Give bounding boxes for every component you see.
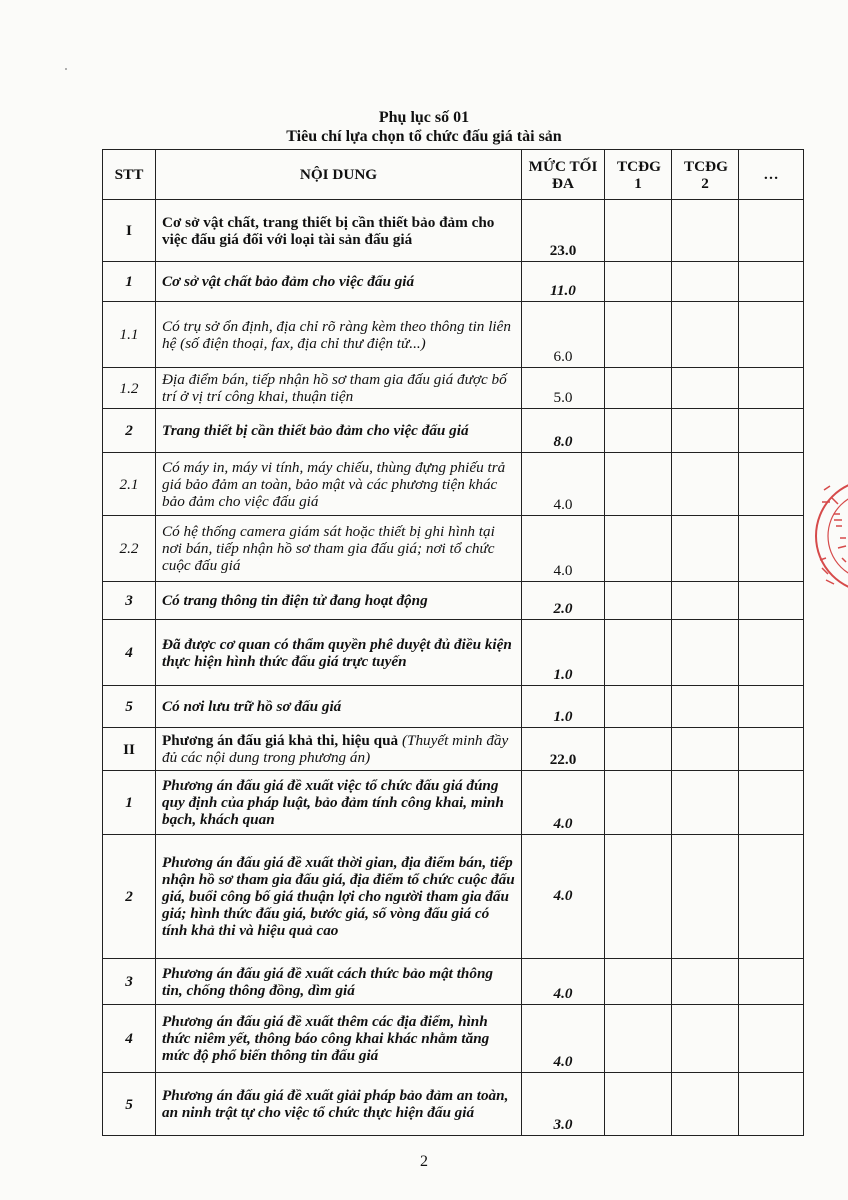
row-content bbox=[156, 728, 522, 771]
header-org-2: TCĐG 2 bbox=[672, 150, 739, 200]
row-max-score: 4.0 bbox=[522, 1005, 605, 1073]
score-cell-org-1 bbox=[605, 959, 672, 1005]
score-cell-org-2 bbox=[672, 771, 739, 835]
row-content: Đã được cơ quan có thẩm quyền phê duyệt đủ điều kiện thực hiện hình thức đấu giá trực tuyến bbox=[156, 620, 522, 686]
table-row bbox=[103, 686, 804, 728]
table-row bbox=[103, 262, 804, 302]
row-content: Phương án đấu giá đề xuất việc tổ chức đấu giá đúng quy định của pháp luật, bảo đảm tính công khai, minh bạch, khách quan bbox=[156, 771, 522, 835]
score-cell-org-1 bbox=[605, 620, 672, 686]
table-row bbox=[103, 368, 804, 409]
row-max-score: 4.0 bbox=[522, 771, 605, 835]
table-row bbox=[103, 453, 804, 516]
row-content: Phương án đấu giá đề xuất thêm các địa điểm, hình thức niêm yết, thông báo công khai khác nhằm tăng mức độ phổ biến thông tin đấu giá bbox=[156, 1005, 522, 1073]
header-row bbox=[103, 150, 804, 200]
header-more: … bbox=[739, 150, 804, 200]
table-row bbox=[103, 771, 804, 835]
score-cell-org-1 bbox=[605, 686, 672, 728]
score-cell-more bbox=[739, 728, 804, 771]
row-content: Cơ sở vật chất bảo đảm cho việc đấu giá bbox=[156, 262, 522, 302]
score-cell-org-2 bbox=[672, 620, 739, 686]
row-content: Có hệ thống camera giám sát hoặc thiết bị ghi hình tại nơi bán, tiếp nhận hồ sơ tham gia đấu giá; nơi tổ chức cuộc đấu giá bbox=[156, 516, 522, 582]
row-max-score: 5.0 bbox=[522, 368, 605, 409]
score-cell-more bbox=[739, 959, 804, 1005]
table-row bbox=[103, 728, 804, 771]
header-stt: STT bbox=[103, 150, 156, 200]
red-seal-stamp bbox=[814, 468, 848, 604]
row-max-score: 2.0 bbox=[522, 582, 605, 620]
seal-inner-ring bbox=[828, 492, 848, 580]
score-cell-org-2 bbox=[672, 200, 739, 262]
score-cell-org-1 bbox=[605, 409, 672, 453]
table-row bbox=[103, 516, 804, 582]
score-cell-org-1 bbox=[605, 835, 672, 959]
row-stt: 2.1 bbox=[103, 453, 156, 516]
score-cell-org-1 bbox=[605, 1005, 672, 1073]
score-cell-org-2 bbox=[672, 728, 739, 771]
row-stt: 3 bbox=[103, 582, 156, 620]
score-cell-more bbox=[739, 1005, 804, 1073]
row-max-score: 4.0 bbox=[522, 959, 605, 1005]
score-cell-org-2 bbox=[672, 302, 739, 368]
score-cell-more bbox=[739, 686, 804, 728]
score-cell-org-2 bbox=[672, 409, 739, 453]
row-stt: 5 bbox=[103, 686, 156, 728]
score-cell-more bbox=[739, 262, 804, 302]
header-content: NỘI DUNG bbox=[156, 150, 522, 200]
row-max-score: 4.0 bbox=[522, 516, 605, 582]
row-content: Có máy in, máy vi tính, máy chiếu, thùng đựng phiếu trả giá bảo đảm an toàn, bảo mật và các phương tiện khác bảo đảm cho việc đấu giá bbox=[156, 453, 522, 516]
score-cell-more bbox=[739, 582, 804, 620]
score-cell-org-1 bbox=[605, 771, 672, 835]
score-cell-org-1 bbox=[605, 200, 672, 262]
row-content-note: (Thuyết minh đầy đủ các nội dung trong phương án) bbox=[162, 732, 509, 766]
table-row bbox=[103, 620, 804, 686]
row-stt: 2 bbox=[103, 835, 156, 959]
row-stt: I bbox=[103, 200, 156, 262]
document-subtitle: Tiêu chí lựa chọn tổ chức đấu giá tài sản bbox=[286, 128, 562, 145]
row-stt: 2.2 bbox=[103, 516, 156, 582]
seal-glyph-marks bbox=[820, 486, 846, 584]
table-row bbox=[103, 835, 804, 959]
score-cell-org-1 bbox=[605, 1073, 672, 1136]
score-cell-org-2 bbox=[672, 516, 739, 582]
score-cell-org-1 bbox=[605, 302, 672, 368]
seal-graphic bbox=[814, 468, 848, 604]
row-max-score: 1.0 bbox=[522, 686, 605, 728]
score-cell-org-2 bbox=[672, 1005, 739, 1073]
score-cell-org-1 bbox=[605, 453, 672, 516]
row-max-score: 1.0 bbox=[522, 620, 605, 686]
row-max-score: 8.0 bbox=[522, 409, 605, 453]
row-content-text: Phương án đấu giá khả thi, hiệu quả bbox=[162, 732, 399, 749]
score-cell-org-2 bbox=[672, 262, 739, 302]
score-cell-org-2 bbox=[672, 582, 739, 620]
score-cell-org-1 bbox=[605, 368, 672, 409]
row-stt: 1 bbox=[103, 771, 156, 835]
score-cell-more bbox=[739, 409, 804, 453]
score-cell-org-1 bbox=[605, 582, 672, 620]
table-row bbox=[103, 200, 804, 262]
score-cell-org-1 bbox=[605, 262, 672, 302]
row-max-score: 22.0 bbox=[522, 728, 605, 771]
row-stt: 1.2 bbox=[103, 368, 156, 409]
appendix-title: Phụ lục số 01 bbox=[378, 109, 470, 126]
row-content: Có trang thông tin điện tử đang hoạt động bbox=[156, 582, 522, 620]
table-row bbox=[103, 1005, 804, 1073]
row-stt: 4 bbox=[103, 620, 156, 686]
criteria-table bbox=[102, 149, 804, 1136]
table-row bbox=[103, 1073, 804, 1136]
score-cell-org-1 bbox=[605, 728, 672, 771]
score-cell-more bbox=[739, 453, 804, 516]
row-content: Phương án đấu giá đề xuất cách thức bảo mật thông tin, chống thông đồng, dìm giá bbox=[156, 959, 522, 1005]
row-content: Địa điểm bán, tiếp nhận hồ sơ tham gia đấu giá được bố trí ở vị trí công khai, thuận tiện bbox=[156, 368, 522, 409]
row-max-score: 23.0 bbox=[522, 200, 605, 262]
row-content: Phương án đấu giá đề xuất giải pháp bảo đảm an toàn, an ninh trật tự cho việc tổ chức thực hiện đấu giá bbox=[156, 1073, 522, 1136]
seal-outer-ring bbox=[816, 480, 848, 592]
row-content: Trang thiết bị cần thiết bảo đảm cho việc đấu giá bbox=[156, 409, 522, 453]
row-content: Có trụ sở ổn định, địa chỉ rõ ràng kèm theo thông tin liên hệ (số điện thoại, fax, địa chỉ thư điện tử...) bbox=[156, 302, 522, 368]
row-stt: II bbox=[103, 728, 156, 771]
row-max-score: 4.0 bbox=[522, 835, 605, 959]
table-row bbox=[103, 302, 804, 368]
row-stt: 1 bbox=[103, 262, 156, 302]
table-row bbox=[103, 409, 804, 453]
header-org-1: TCĐG 1 bbox=[605, 150, 672, 200]
row-content: Phương án đấu giá đề xuất thời gian, địa điểm bán, tiếp nhận hồ sơ tham gia đấu giá, địa điểm tổ chức cuộc đấu giá, buổi công bố giá thuận lợi cho người tham gia đấu giá; hình thức đấu giá, bước giá, số vòng đấu giá có tính khả thi và hiệu quả cao bbox=[156, 835, 522, 959]
row-max-score: 11.0 bbox=[522, 262, 605, 302]
score-cell-more bbox=[739, 368, 804, 409]
row-max-score: 3.0 bbox=[522, 1073, 605, 1136]
row-max-score: 6.0 bbox=[522, 302, 605, 368]
score-cell-more bbox=[739, 516, 804, 582]
score-cell-more bbox=[739, 1073, 804, 1136]
row-stt: 3 bbox=[103, 959, 156, 1005]
score-cell-org-2 bbox=[672, 686, 739, 728]
row-stt: 2 bbox=[103, 409, 156, 453]
table-row bbox=[103, 959, 804, 1005]
score-cell-org-1 bbox=[605, 516, 672, 582]
scan-speck bbox=[65, 68, 67, 70]
header-max-score: MỨC TỐI ĐA bbox=[522, 150, 605, 200]
row-stt: 4 bbox=[103, 1005, 156, 1073]
score-cell-org-2 bbox=[672, 959, 739, 1005]
row-content: Có nơi lưu trữ hồ sơ đấu giá bbox=[156, 686, 522, 728]
row-stt: 5 bbox=[103, 1073, 156, 1136]
row-stt: 1.1 bbox=[103, 302, 156, 368]
score-cell-more bbox=[739, 620, 804, 686]
score-cell-more bbox=[739, 200, 804, 262]
row-max-score: 4.0 bbox=[522, 453, 605, 516]
table-row bbox=[103, 582, 804, 620]
score-cell-org-2 bbox=[672, 368, 739, 409]
score-cell-more bbox=[739, 835, 804, 959]
score-cell-more bbox=[739, 771, 804, 835]
score-cell-org-2 bbox=[672, 1073, 739, 1136]
score-cell-org-2 bbox=[672, 835, 739, 959]
row-content: Cơ sở vật chất, trang thiết bị cần thiết bảo đảm cho việc đấu giá đối với loại tài sản đấu giá bbox=[156, 200, 522, 262]
score-cell-more bbox=[739, 302, 804, 368]
score-cell-org-2 bbox=[672, 453, 739, 516]
page-number: 2 bbox=[420, 1153, 428, 1170]
